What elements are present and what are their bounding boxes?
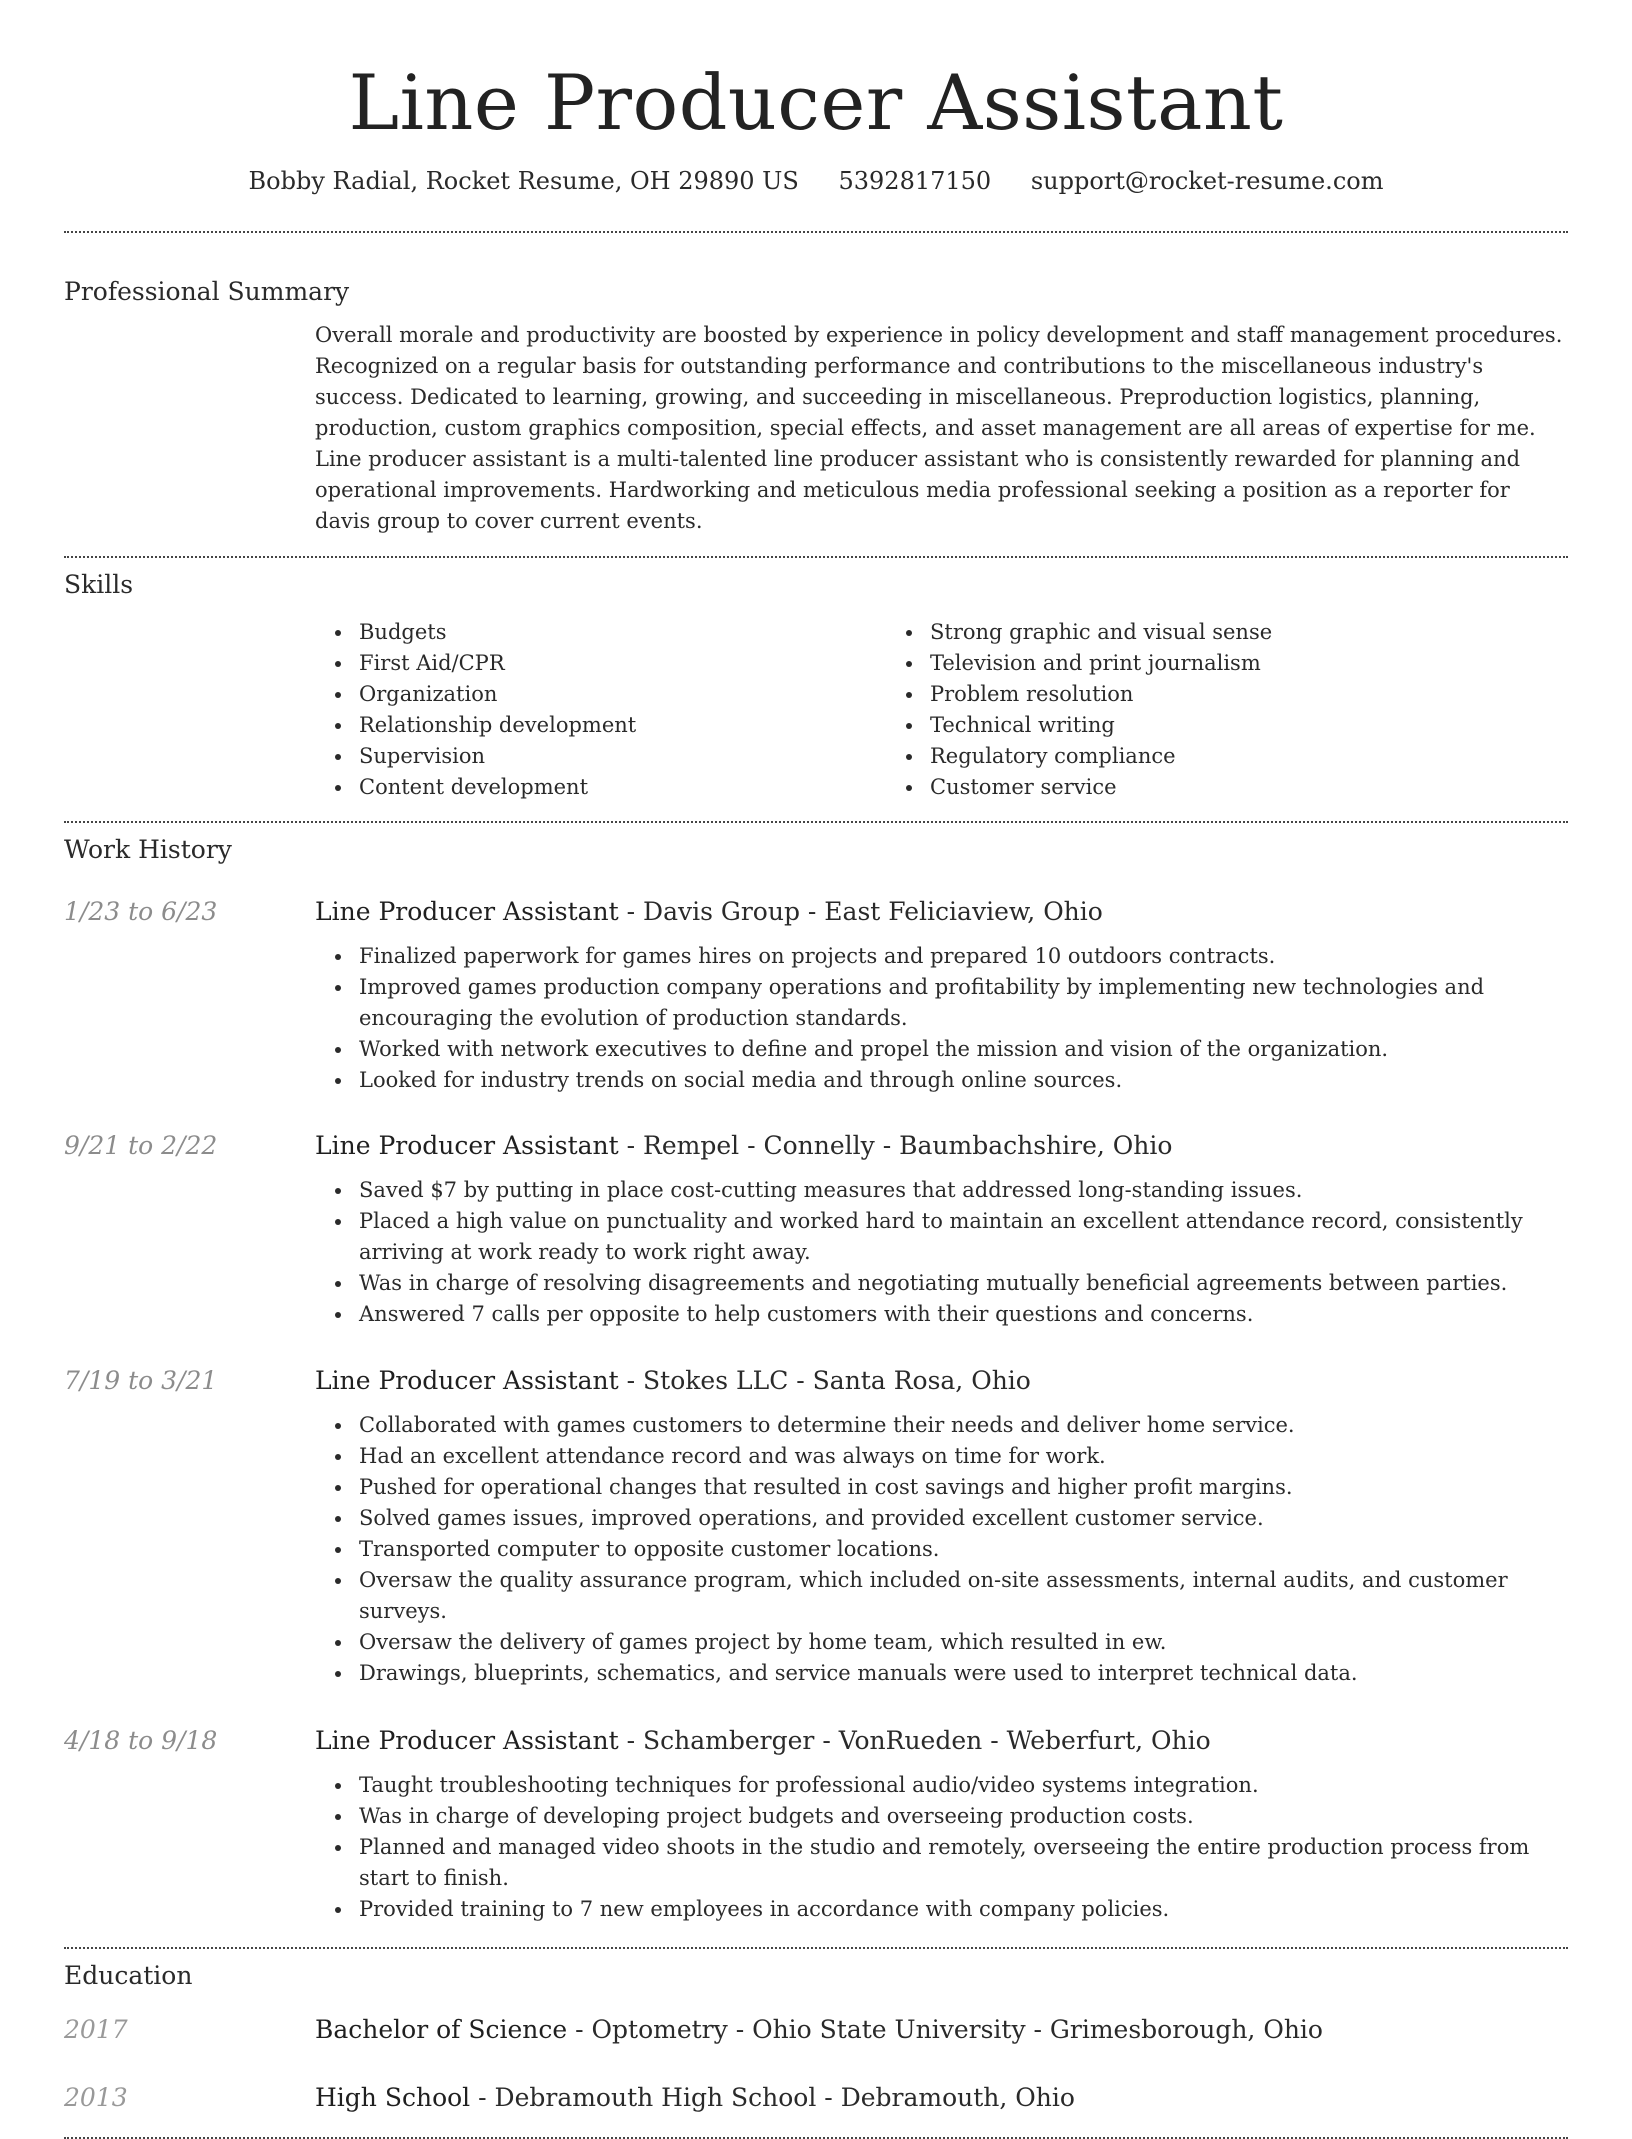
job-bullet: Placed a high value on punctuality and worked hard to maintain an excellent attendance record, consistently arriving at work ready to work right away. bbox=[359, 1206, 1568, 1268]
skill-item: Regulatory compliance bbox=[930, 741, 1459, 772]
skills-list bbox=[315, 617, 1568, 803]
job-body bbox=[315, 895, 1568, 1096]
summary-text: Overall morale and productivity are boosted by experience in policy development and staff management procedures. Recognized on a regular basis for outstanding performance and contributions to the miscellaneous industry's success. Dedicated to learning, growing, and succeeding in miscellaneous. Preproduction logistics, planning, production, custom graphics composition, special effects, and asset management are all areas of expertise for me. Line producer assistant is a multi-talented line producer assistant who is consistently rewarded for planning and operational improvements. Hardworking and meticulous media professional seeking a position as a reporter for davis group to cover current events. bbox=[315, 323, 1563, 533]
job-details: - Stokes LLC - Santa Rosa, Ohio bbox=[618, 1366, 1031, 1395]
skill-item: Customer service bbox=[930, 772, 1459, 803]
job-title bbox=[315, 1724, 1568, 1758]
education-entry bbox=[64, 2013, 1568, 2047]
resume-page bbox=[64, 0, 1568, 2139]
job-role: Line Producer Assistant bbox=[315, 1131, 619, 1160]
job-details: - Davis Group - East Feliciaview, Ohio bbox=[618, 897, 1103, 926]
education-entry bbox=[64, 2081, 1568, 2115]
skills-column-right bbox=[887, 617, 1459, 803]
job-bullets bbox=[315, 1175, 1568, 1330]
job-bullets bbox=[315, 941, 1568, 1096]
education-details: - Optometry - Ohio State University - Grimesborough, Ohio bbox=[567, 2015, 1323, 2044]
contact-address: Bobby Radial, Rocket Resume, OH 29890 US bbox=[248, 167, 799, 195]
job-bullet: Improved games production company operations and profitability by implementing new technologies and encouraging the evolution of production standards. bbox=[359, 972, 1568, 1034]
skill-item: Relationship development bbox=[359, 710, 887, 741]
job-title bbox=[315, 895, 1568, 929]
job-title bbox=[315, 1364, 1568, 1398]
skill-item: Supervision bbox=[359, 741, 887, 772]
education-degree: High School bbox=[315, 2083, 471, 2112]
job-bullet: Saved $7 by putting in place cost-cutting measures that addressed long-standing issues. bbox=[359, 1175, 1568, 1206]
job-entry bbox=[64, 1724, 1568, 1947]
job-bullet: Planned and managed video shoots in the studio and remotely, overseeing the entire production process from start to finish. bbox=[359, 1832, 1568, 1894]
skill-item: Problem resolution bbox=[930, 679, 1459, 710]
job-bullet: Finalized paperwork for games hires on projects and prepared 10 outdoors contracts. bbox=[359, 941, 1568, 972]
education-details: - Debramouth High School - Debramouth, Ohio bbox=[470, 2083, 1075, 2112]
job-bullet: Drawings, blueprints, schematics, and service manuals were used to interpret technical data. bbox=[359, 1658, 1568, 1689]
summary-section-title: Professional Summary bbox=[64, 277, 350, 306]
job-entry bbox=[64, 1364, 1568, 1689]
education-degree: Bachelor of Science bbox=[315, 2015, 568, 2044]
job-entry bbox=[64, 1129, 1568, 1330]
job-bullet: Was in charge of resolving disagreements and negotiating mutually beneficial agreements between parties. bbox=[359, 1268, 1568, 1299]
skills-section-title: Skills bbox=[64, 570, 134, 599]
job-bullet: Collaborated with games customers to determine their needs and deliver home service. bbox=[359, 1410, 1568, 1441]
job-bullet: Worked with network executives to define and propel the mission and vision of the organization. bbox=[359, 1034, 1568, 1065]
contact-email: support@rocket-resume.com bbox=[1030, 167, 1384, 195]
job-bullet: Solved games issues, improved operations, and provided excellent customer service. bbox=[359, 1503, 1568, 1534]
contact-phone: 5392817150 bbox=[838, 167, 992, 195]
job-bullet: Oversaw the delivery of games project by home team, which resulted in ew. bbox=[359, 1627, 1568, 1658]
skills-column-left bbox=[315, 617, 887, 803]
job-role: Line Producer Assistant bbox=[315, 897, 619, 926]
job-role: Line Producer Assistant bbox=[315, 1726, 619, 1755]
skill-item: Organization bbox=[359, 679, 887, 710]
education-year: 2017 bbox=[64, 2015, 128, 2044]
education-section-title: Education bbox=[64, 1961, 193, 1990]
job-details: - Rempel - Connelly - Baumbachshire, Ohio bbox=[618, 1131, 1173, 1160]
job-bullet: Transported computer to opposite customer locations. bbox=[359, 1534, 1568, 1565]
job-bullet: Pushed for operational changes that resulted in cost savings and higher profit margins. bbox=[359, 1472, 1568, 1503]
job-dates: 7/19 to 3/21 bbox=[64, 1366, 218, 1395]
job-dates: 9/21 to 2/22 bbox=[64, 1131, 218, 1160]
work-history-section-title: Work History bbox=[64, 835, 232, 864]
job-bullet: Oversaw the quality assurance program, which included on-site assessments, internal audits, and customer surveys. bbox=[359, 1565, 1568, 1627]
skill-item: Strong graphic and visual sense bbox=[930, 617, 1459, 648]
education-title bbox=[315, 2013, 1323, 2047]
section-divider bbox=[64, 231, 1568, 233]
job-bullet: Taught troubleshooting techniques for professional audio/video systems integration. bbox=[359, 1770, 1568, 1801]
job-bullet: Answered 7 calls per opposite to help customers with their questions and concerns. bbox=[359, 1299, 1568, 1330]
skill-item: Technical writing bbox=[930, 710, 1459, 741]
job-dates: 1/23 to 6/23 bbox=[64, 897, 218, 926]
job-bullet: Had an excellent attendance record and was always on time for work. bbox=[359, 1441, 1568, 1472]
education-title bbox=[315, 2081, 1075, 2115]
skill-item: Budgets bbox=[359, 617, 887, 648]
contact-line bbox=[64, 164, 1568, 198]
job-body bbox=[315, 1724, 1568, 1947]
job-bullets bbox=[315, 1770, 1568, 1925]
job-dates: 4/18 to 9/18 bbox=[64, 1726, 218, 1755]
job-entry bbox=[64, 895, 1568, 1096]
skill-item: Content development bbox=[359, 772, 887, 803]
section-divider bbox=[64, 821, 1568, 823]
job-role: Line Producer Assistant bbox=[315, 1366, 619, 1395]
education-year: 2013 bbox=[64, 2083, 128, 2112]
section-divider bbox=[64, 556, 1568, 558]
skill-item: Television and print journalism bbox=[930, 648, 1459, 679]
section-divider bbox=[64, 1947, 1568, 1949]
job-bullet: Provided training to 7 new employees in accordance with company policies. bbox=[359, 1894, 1568, 1925]
skill-item: First Aid/CPR bbox=[359, 648, 887, 679]
job-body bbox=[315, 1129, 1568, 1330]
job-body bbox=[315, 1364, 1568, 1689]
resume-name: Line Producer Assistant bbox=[348, 58, 1284, 147]
job-bullets bbox=[315, 1410, 1568, 1689]
job-title bbox=[315, 1129, 1568, 1163]
job-details: - Schamberger - VonRueden - Weberfurt, Ohio bbox=[618, 1726, 1211, 1755]
job-bullet: Looked for industry trends on social media and through online sources. bbox=[359, 1065, 1568, 1096]
job-bullet: Was in charge of developing project budgets and overseeing production costs. bbox=[359, 1801, 1568, 1832]
